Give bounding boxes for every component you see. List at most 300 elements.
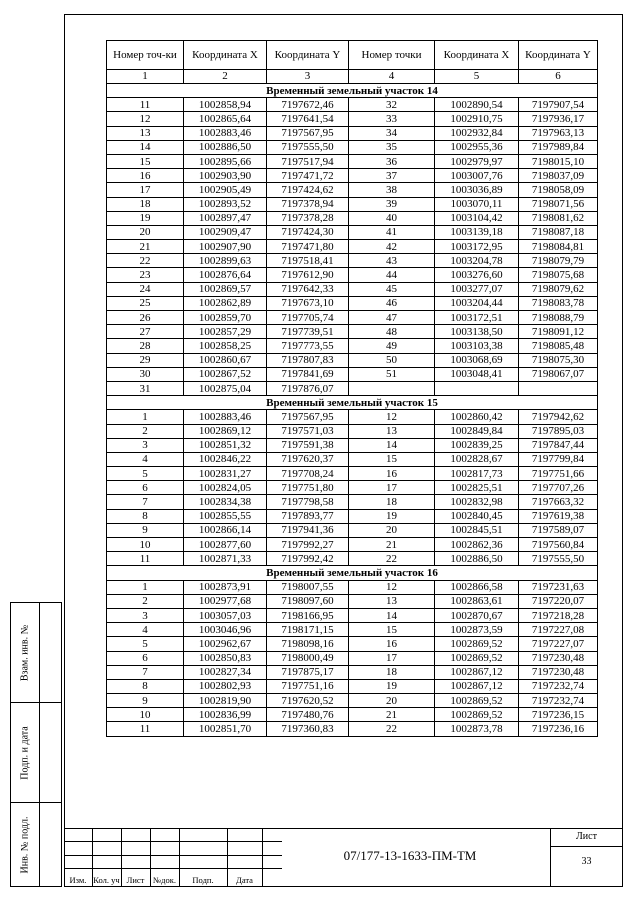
table-cell: 1002907,90 xyxy=(184,240,267,254)
table-cell: 7197378,28 xyxy=(267,211,349,225)
section-header-row xyxy=(107,84,598,98)
table-cell: 1002979,97 xyxy=(435,154,519,168)
table-cell: 1002857,29 xyxy=(184,325,267,339)
table-cell xyxy=(349,381,435,395)
table-cell: 43 xyxy=(349,254,435,268)
table-cell: 1002862,36 xyxy=(435,538,519,552)
table-cell: 17 xyxy=(349,481,435,495)
table-cell: 1002932,84 xyxy=(435,126,519,140)
table-cell: 46 xyxy=(349,296,435,310)
table-cell: 1 xyxy=(107,580,184,594)
table-cell: 14 xyxy=(349,608,435,622)
table-cell: 7197798,58 xyxy=(267,495,349,509)
table-cell: 1002839,25 xyxy=(435,438,519,452)
table-row xyxy=(107,651,598,665)
table-cell: 7197895,03 xyxy=(519,424,598,438)
table-cell: 7197673,10 xyxy=(267,296,349,310)
table-row xyxy=(107,580,598,594)
table-cell: 7 xyxy=(107,495,184,509)
col-header-y-1: Координата Y xyxy=(267,41,349,70)
table-cell: 38 xyxy=(349,183,435,197)
table-row xyxy=(107,367,598,381)
col-number: 2 xyxy=(184,70,267,84)
table-cell: 6 xyxy=(107,481,184,495)
table-cell: 5 xyxy=(107,637,184,651)
table-cell: 7198075,30 xyxy=(519,353,598,367)
vzam-inv-cell xyxy=(10,602,40,703)
table-cell: 7197799,84 xyxy=(519,452,598,466)
table-cell: 4 xyxy=(107,623,184,637)
table-cell: 1002817,73 xyxy=(435,467,519,481)
table-cell: 7198088,79 xyxy=(519,311,598,325)
table-cell: 10 xyxy=(107,708,184,722)
table-cell: 47 xyxy=(349,311,435,325)
table-row xyxy=(107,679,598,693)
section-title: Временный земельный участок 14 xyxy=(107,84,598,98)
table-cell: 7198097,60 xyxy=(267,594,349,608)
table-cell: 19 xyxy=(349,679,435,693)
table-cell: 1002955,36 xyxy=(435,140,519,154)
column-number-row xyxy=(107,70,598,84)
table-cell: 32 xyxy=(349,98,435,112)
table-cell: 7197992,42 xyxy=(267,552,349,566)
table-row xyxy=(107,240,598,254)
table-cell: 1002977,68 xyxy=(184,594,267,608)
table-cell: 7197571,03 xyxy=(267,424,349,438)
table-cell: 21 xyxy=(349,538,435,552)
table-cell: 1002962,67 xyxy=(184,637,267,651)
table-cell: 8 xyxy=(107,679,184,693)
table-cell: 1002909,47 xyxy=(184,225,267,239)
stamp-sheet-line xyxy=(550,846,623,847)
table-cell: 22 xyxy=(349,552,435,566)
table-cell: 12 xyxy=(349,580,435,594)
table-cell: 1003007,76 xyxy=(435,169,519,183)
stamp-col-line xyxy=(262,828,263,887)
table-row xyxy=(107,481,598,495)
table-cell: 20 xyxy=(349,523,435,537)
table-cell: 7198166,95 xyxy=(267,608,349,622)
col-number: 5 xyxy=(435,70,519,84)
table-cell: 7197555,50 xyxy=(519,552,598,566)
table-cell: 7197672,46 xyxy=(267,98,349,112)
podp-data-cell xyxy=(10,702,40,803)
table-cell: 4 xyxy=(107,452,184,466)
table-cell: 37 xyxy=(349,169,435,183)
table-cell: 1002870,67 xyxy=(435,608,519,622)
table-cell: 7197517,94 xyxy=(267,154,349,168)
stamp-izm-label: Изм. xyxy=(69,875,87,885)
table-cell: 1002860,67 xyxy=(184,353,267,367)
table-cell: 7197220,07 xyxy=(519,594,598,608)
table-cell: 18 xyxy=(349,495,435,509)
table-cell: 23 xyxy=(107,268,184,282)
table-cell: 7197893,77 xyxy=(267,509,349,523)
title-block xyxy=(64,828,623,887)
table-cell: 12 xyxy=(349,410,435,424)
table-cell: 7198067,07 xyxy=(519,367,598,381)
table-cell: 7198075,68 xyxy=(519,268,598,282)
stamp-data-label: Дата xyxy=(236,875,253,885)
table-cell: 7197989,84 xyxy=(519,140,598,154)
table-row xyxy=(107,325,598,339)
table-cell: 26 xyxy=(107,311,184,325)
table-row xyxy=(107,623,598,637)
table-cell: 7197236,15 xyxy=(519,708,598,722)
table-row xyxy=(107,282,598,296)
table-cell: 7197227,08 xyxy=(519,623,598,637)
table-cell: 1003103,38 xyxy=(435,339,519,353)
table-cell: 7198071,56 xyxy=(519,197,598,211)
table-cell: 1002875,04 xyxy=(184,381,267,395)
table-cell: 7198085,48 xyxy=(519,339,598,353)
table-cell: 7197841,69 xyxy=(267,367,349,381)
table-cell: 7197471,72 xyxy=(267,169,349,183)
inv-podl-cell xyxy=(10,802,40,887)
table-cell: 1002824,05 xyxy=(184,481,267,495)
table-cell: 7198000,49 xyxy=(267,651,349,665)
table-cell: 2 xyxy=(107,594,184,608)
table-cell: 49 xyxy=(349,339,435,353)
col-header-x-1: Координата X xyxy=(184,41,267,70)
table-row xyxy=(107,254,598,268)
table-cell: 11 xyxy=(107,552,184,566)
table-cell: 7197773,55 xyxy=(267,339,349,353)
table-cell: 7197620,52 xyxy=(267,694,349,708)
table-cell: 39 xyxy=(349,197,435,211)
table-cell: 1003276,60 xyxy=(435,268,519,282)
table-cell: 1002827,34 xyxy=(184,665,267,679)
table-cell: 7197232,74 xyxy=(519,679,598,693)
stamp-row-line xyxy=(64,855,282,856)
section-title: Временный земельный участок 16 xyxy=(107,566,598,580)
table-cell: 1003172,95 xyxy=(435,240,519,254)
table-cell: 31 xyxy=(107,381,184,395)
table-cell: 1003057,03 xyxy=(184,608,267,622)
table-cell: 7198058,09 xyxy=(519,183,598,197)
table-cell: 15 xyxy=(107,154,184,168)
table-cell: 22 xyxy=(349,722,435,736)
table-cell: 1002883,46 xyxy=(184,410,267,424)
table-cell: 22 xyxy=(107,254,184,268)
table-row xyxy=(107,183,598,197)
section-title: Временный земельный участок 15 xyxy=(107,396,598,410)
table-cell: 40 xyxy=(349,211,435,225)
table-cell: 1002832,98 xyxy=(435,495,519,509)
table-cell: 7197707,26 xyxy=(519,481,598,495)
table-cell: 7197751,80 xyxy=(267,481,349,495)
table-cell: 7197560,84 xyxy=(519,538,598,552)
table-row xyxy=(107,509,598,523)
table-cell: 14 xyxy=(107,140,184,154)
table-row xyxy=(107,296,598,310)
stamp-row-line xyxy=(64,841,282,842)
table-cell: 7197619,38 xyxy=(519,509,598,523)
table-row xyxy=(107,381,598,395)
table-cell: 1002860,42 xyxy=(435,410,519,424)
table-cell: 15 xyxy=(349,452,435,466)
col-number: 1 xyxy=(107,70,184,84)
podp-data-value xyxy=(39,702,62,803)
table-cell: 1002851,70 xyxy=(184,722,267,736)
table-cell: 7197875,17 xyxy=(267,665,349,679)
table-cell: 1002877,60 xyxy=(184,538,267,552)
table-cell: 12 xyxy=(107,112,184,126)
section-header-row xyxy=(107,566,598,580)
table-cell: 1002802,93 xyxy=(184,679,267,693)
table-cell: 20 xyxy=(107,225,184,239)
table-cell: 7197705,74 xyxy=(267,311,349,325)
table-cell: 16 xyxy=(349,467,435,481)
table-cell: 7198098,16 xyxy=(267,637,349,651)
col-header-point-2: Номер точки xyxy=(349,41,435,70)
table-row xyxy=(107,594,598,608)
table-cell: 1003068,69 xyxy=(435,353,519,367)
table-cell: 7198037,09 xyxy=(519,169,598,183)
table-cell: 1002871,33 xyxy=(184,552,267,566)
sheet-number: 33 xyxy=(581,856,592,867)
table-cell: 2 xyxy=(107,424,184,438)
table-cell: 10 xyxy=(107,538,184,552)
table-cell: 7197567,95 xyxy=(267,410,349,424)
table-cell: 16 xyxy=(349,637,435,651)
table-cell: 1002890,54 xyxy=(435,98,519,112)
stamp-ndok-label: №док. xyxy=(153,875,176,885)
table-cell: 1002858,94 xyxy=(184,98,267,112)
table-cell: 7197424,62 xyxy=(267,183,349,197)
table-row xyxy=(107,637,598,651)
table-cell: 1002893,52 xyxy=(184,197,267,211)
table-cell: 7197708,24 xyxy=(267,467,349,481)
table-cell: 15 xyxy=(349,623,435,637)
table-cell: 1003104,42 xyxy=(435,211,519,225)
table-cell: 7197378,94 xyxy=(267,197,349,211)
table-cell: 11 xyxy=(107,722,184,736)
table-cell: 1003139,18 xyxy=(435,225,519,239)
table-cell: 1003204,44 xyxy=(435,296,519,310)
table-cell: 7197642,33 xyxy=(267,282,349,296)
table-cell: 7198084,81 xyxy=(519,240,598,254)
table-cell: 20 xyxy=(349,694,435,708)
table-cell: 1002866,58 xyxy=(435,580,519,594)
table-cell: 1003070,11 xyxy=(435,197,519,211)
table-cell: 1002873,78 xyxy=(435,722,519,736)
table-cell: 7198007,55 xyxy=(267,580,349,594)
stamp-podp-label: Подп. xyxy=(192,875,214,885)
table-cell: 7197942,62 xyxy=(519,410,598,424)
table-cell: 1002886,50 xyxy=(184,140,267,154)
table-cell: 3 xyxy=(107,608,184,622)
table-cell: 1002869,57 xyxy=(184,282,267,296)
table-cell: 1003048,41 xyxy=(435,367,519,381)
table-cell: 7197847,44 xyxy=(519,438,598,452)
table-cell: 1002850,83 xyxy=(184,651,267,665)
table-cell: 1002867,12 xyxy=(435,679,519,693)
table-row xyxy=(107,225,598,239)
table-cell: 16 xyxy=(107,169,184,183)
table-cell: 7197992,27 xyxy=(267,538,349,552)
coordinates-table xyxy=(106,40,598,737)
table-cell: 44 xyxy=(349,268,435,282)
table-cell: 1002883,46 xyxy=(184,126,267,140)
table-row xyxy=(107,154,598,168)
table-cell: 7197236,16 xyxy=(519,722,598,736)
table-cell: 19 xyxy=(349,509,435,523)
table-cell xyxy=(519,381,598,395)
table-cell: 6 xyxy=(107,651,184,665)
table-cell: 19 xyxy=(107,211,184,225)
table-cell: 1002863,61 xyxy=(435,594,519,608)
table-row xyxy=(107,495,598,509)
table-cell: 7197518,41 xyxy=(267,254,349,268)
table-cell: 50 xyxy=(349,353,435,367)
table-cell: 1002873,91 xyxy=(184,580,267,594)
table-cell: 1003036,89 xyxy=(435,183,519,197)
table-cell: 1002834,38 xyxy=(184,495,267,509)
table-cell: 18 xyxy=(349,665,435,679)
table-cell: 1002886,50 xyxy=(435,552,519,566)
table-cell: 1003046,96 xyxy=(184,623,267,637)
table-cell: 7198171,15 xyxy=(267,623,349,637)
table-cell: 7197471,80 xyxy=(267,240,349,254)
table-row xyxy=(107,665,598,679)
table-cell: 7197360,83 xyxy=(267,722,349,736)
sheet-label: Лист xyxy=(576,831,597,842)
table-cell: 36 xyxy=(349,154,435,168)
col-number: 4 xyxy=(349,70,435,84)
table-cell: 21 xyxy=(349,708,435,722)
podp-data-label: Подп. и дата xyxy=(19,725,31,780)
table-row xyxy=(107,98,598,112)
table-row xyxy=(107,608,598,622)
table-cell: 1002869,52 xyxy=(435,637,519,651)
table-cell: 1002895,66 xyxy=(184,154,267,168)
table-cell: 7197232,74 xyxy=(519,694,598,708)
side-stamp xyxy=(10,602,62,887)
table-cell: 48 xyxy=(349,325,435,339)
table-cell: 14 xyxy=(349,438,435,452)
stamp-top-line xyxy=(64,828,623,829)
table-row xyxy=(107,438,598,452)
table-row xyxy=(107,722,598,736)
table-cell: 28 xyxy=(107,339,184,353)
table-cell: 1002869,52 xyxy=(435,708,519,722)
table-cell: 1002836,99 xyxy=(184,708,267,722)
table-row xyxy=(107,424,598,438)
table-cell: 13 xyxy=(349,424,435,438)
table-cell: 1002869,12 xyxy=(184,424,267,438)
table-cell: 1002849,84 xyxy=(435,424,519,438)
table-cell: 1002825,51 xyxy=(435,481,519,495)
table-row xyxy=(107,126,598,140)
table-row xyxy=(107,211,598,225)
table-cell: 7197227,07 xyxy=(519,637,598,651)
table-row xyxy=(107,410,598,424)
table-row xyxy=(107,311,598,325)
table-row xyxy=(107,708,598,722)
table-cell: 1002897,47 xyxy=(184,211,267,225)
table-cell: 1002828,67 xyxy=(435,452,519,466)
document-code: 07/177-13-1633-ПМ-ТМ xyxy=(343,848,477,863)
table-cell: 42 xyxy=(349,240,435,254)
table-cell: 1003277,07 xyxy=(435,282,519,296)
table-cell: 41 xyxy=(349,225,435,239)
table-cell: 7198015,10 xyxy=(519,154,598,168)
table-cell: 1003204,78 xyxy=(435,254,519,268)
table-cell: 35 xyxy=(349,140,435,154)
table-cell: 11 xyxy=(107,98,184,112)
table-row xyxy=(107,140,598,154)
table-cell: 7197589,07 xyxy=(519,523,598,537)
col-header-x-2: Координата X xyxy=(435,41,519,70)
table-cell: 7198079,79 xyxy=(519,254,598,268)
table-cell: 1002867,52 xyxy=(184,367,267,381)
table-cell: 30 xyxy=(107,367,184,381)
table-cell: 7197936,17 xyxy=(519,112,598,126)
table-cell: 7198087,18 xyxy=(519,225,598,239)
table-cell: 7198083,78 xyxy=(519,296,598,310)
table-cell: 1002851,32 xyxy=(184,438,267,452)
col-header-y-2: Координата Y xyxy=(519,41,598,70)
table-cell: 7197612,90 xyxy=(267,268,349,282)
table-row xyxy=(107,552,598,566)
header-row xyxy=(107,41,598,70)
table-cell: 1002867,12 xyxy=(435,665,519,679)
table-cell: 7197218,28 xyxy=(519,608,598,622)
table-cell: 5 xyxy=(107,467,184,481)
stamp-list-label: Лист xyxy=(126,875,145,885)
table-cell: 7197751,66 xyxy=(519,467,598,481)
table-cell: 1002831,27 xyxy=(184,467,267,481)
table-cell: 1002910,75 xyxy=(435,112,519,126)
table-cell: 1002899,63 xyxy=(184,254,267,268)
table-cell xyxy=(435,381,519,395)
table-cell: 1002873,59 xyxy=(435,623,519,637)
table-row xyxy=(107,452,598,466)
table-cell: 7 xyxy=(107,665,184,679)
table-cell: 13 xyxy=(107,126,184,140)
table-cell: 9 xyxy=(107,694,184,708)
table-cell: 7197663,32 xyxy=(519,495,598,509)
table-cell: 7197555,50 xyxy=(267,140,349,154)
table-row xyxy=(107,353,598,367)
table-cell: 7197480,76 xyxy=(267,708,349,722)
table-cell: 7197591,38 xyxy=(267,438,349,452)
table-cell: 33 xyxy=(349,112,435,126)
table-cell: 7197963,13 xyxy=(519,126,598,140)
table-cell: 7197620,37 xyxy=(267,452,349,466)
table-cell: 7197567,95 xyxy=(267,126,349,140)
table-cell: 9 xyxy=(107,523,184,537)
table-row xyxy=(107,467,598,481)
table-cell: 7198081,62 xyxy=(519,211,598,225)
table-cell: 18 xyxy=(107,197,184,211)
table-cell: 21 xyxy=(107,240,184,254)
section-header-row xyxy=(107,396,598,410)
table-cell: 3 xyxy=(107,438,184,452)
table-cell: 25 xyxy=(107,296,184,310)
table-cell: 1002866,14 xyxy=(184,523,267,537)
table-cell: 1003172,51 xyxy=(435,311,519,325)
table-cell: 1002876,64 xyxy=(184,268,267,282)
table-cell: 1002855,55 xyxy=(184,509,267,523)
table-cell: 7197739,51 xyxy=(267,325,349,339)
table-row xyxy=(107,268,598,282)
table-cell: 8 xyxy=(107,509,184,523)
table-cell: 1002858,25 xyxy=(184,339,267,353)
table-cell: 45 xyxy=(349,282,435,296)
table-cell: 1002862,89 xyxy=(184,296,267,310)
